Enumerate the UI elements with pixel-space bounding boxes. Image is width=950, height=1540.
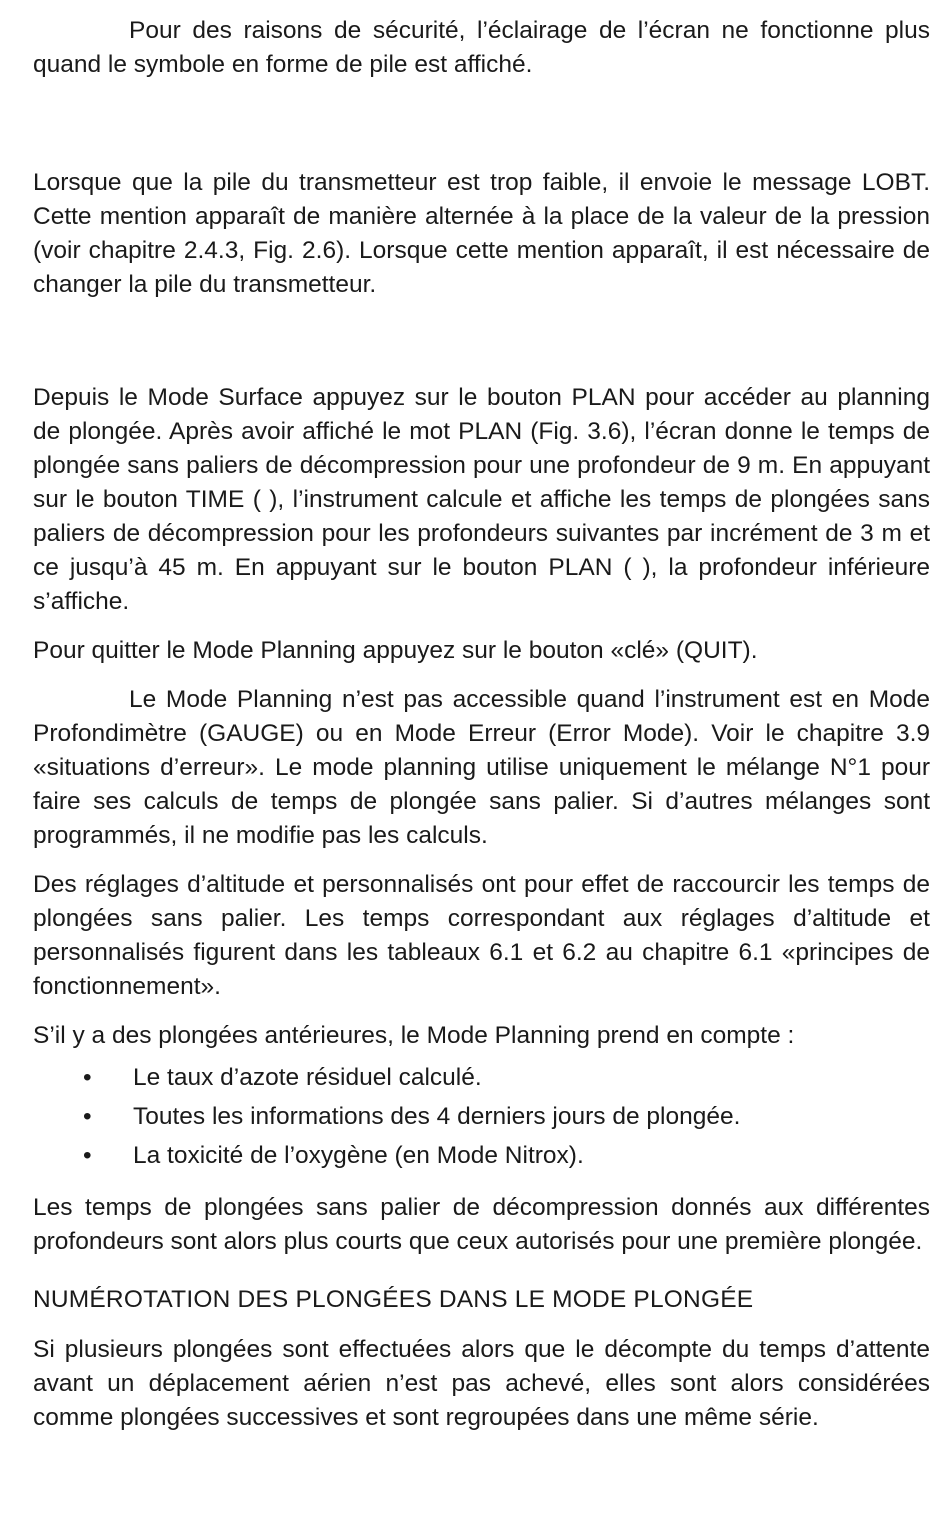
bullet-marker: • [83, 1142, 92, 1169]
list-item [33, 1058, 930, 1097]
previous-dives-paragraph: S’il y a des plongées antérieures, le Mode Planning prend en compte : [33, 1022, 795, 1049]
list-item-text: Le taux d’azote résiduel calculé. [133, 1064, 482, 1091]
planning-note-paragraph: Le Mode Planning n’est pas accessible quand l’instrument est en Mode Profondimètre (GAUGE) ou en Mode Erreur (Error Mode). Voir le chapitre 3.9 «situations d’erreur». Le mode planning utilise uniquement le mélange N°1 pour faire ses calculs de temps de plongée sans palier. Si d’autres mélanges sont programmés, il ne modifie pas les calculs. [33, 686, 930, 849]
list-item [33, 1136, 930, 1175]
list-item-text: Toutes les informations des 4 derniers jours de plongée. [133, 1103, 741, 1130]
battery-note-paragraph: Pour des raisons de sécurité, l’éclairage de l’écran ne fonctionne plus quand le symbole en forme de pile est affiché. [33, 17, 930, 78]
bullet-marker: • [83, 1103, 92, 1130]
document-page [33, 14, 930, 1435]
section-heading: NUMÉROTATION DES PLONGÉES DANS LE MODE PLONGÉE [33, 1286, 754, 1313]
bullet-marker: • [83, 1064, 92, 1091]
shorter-times-paragraph: Les temps de plongées sans palier de décompression donnés aux différentes profondeurs sont alors plus courts que ceux autorisés pour une première plongée. [33, 1194, 930, 1255]
previous-dives-list [33, 1058, 930, 1175]
quit-planning-paragraph: Pour quitter le Mode Planning appuyez sur le bouton «clé» (QUIT). [33, 637, 758, 664]
planning-mode-paragraph: Depuis le Mode Surface appuyez sur le bouton PLAN pour accéder au planning de plongée. Après avoir affiché le mot PLAN (Fig. 3.6), l’écran donne le temps de plongée sans paliers de décompression pour une profondeur de 9 m. En appuyant sur le bouton TIME ( ), l’instrument calcule et affiche les temps de plongées sans paliers de décompression pour les profondeurs suivantes par incrément de 3 m et ce jusqu’à 45 m. En appuyant sur le bouton PLAN ( ), la profondeur inférieure s’affiche. [33, 384, 930, 615]
altitude-settings-paragraph: Des réglages d’altitude et personnalisés ont pour effet de raccourcir les temps de plongées sans palier. Les temps correspondant aux réglages d’altitude et personnalisés figurent dans les tableaux 6.1 et 6.2 au chapitre 6.1 «principes de fonctionnement». [33, 871, 930, 1000]
list-item-text: La toxicité de l’oxygène (en Mode Nitrox). [133, 1142, 584, 1169]
dive-numbering-paragraph: Si plusieurs plongées sont effectuées alors que le décompte du temps d’attente avant un déplacement aérien n’est pas achevé, elles sont alors considérées comme plongées successives et sont regroupées dans une même série. [33, 1336, 930, 1431]
transmitter-battery-paragraph: Lorsque que la pile du transmetteur est trop faible, il envoie le message LOBT. Cette mention apparaît de manière alternée à la place de la valeur de la pression (voir chapitre 2.4.3, Fig. 2.6). Lorsque cette mention apparaît, il est nécessaire de changer la pile du transmetteur. [33, 169, 930, 298]
list-item [33, 1097, 930, 1136]
